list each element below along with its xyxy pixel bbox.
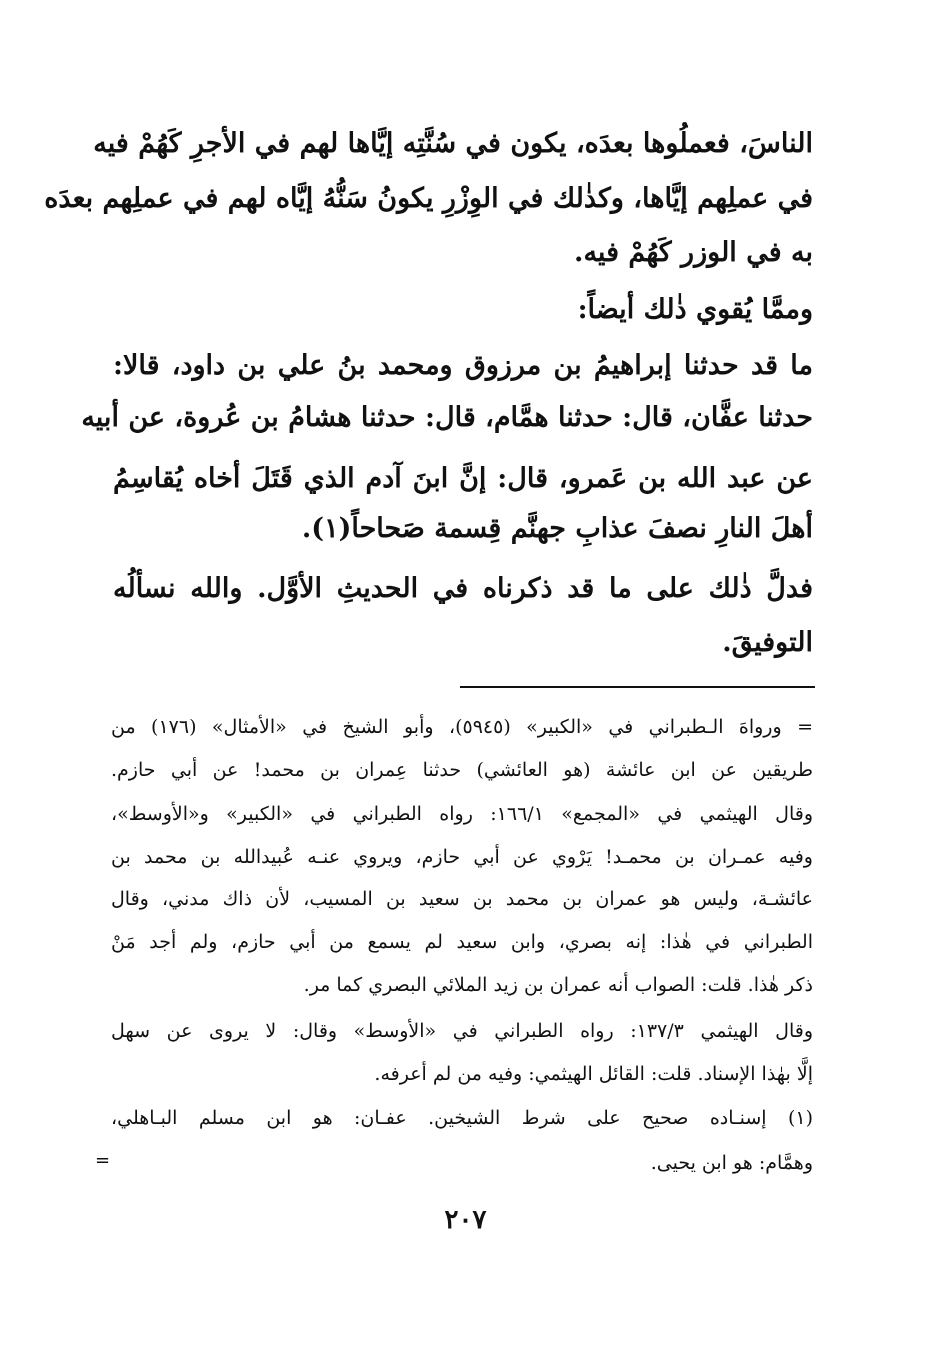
footnote-separator — [460, 686, 815, 688]
footnote-line: وقال الهيثمي ١٣٧/٣: رواه الطبراني في «الأوسط» وقال: لا يروى عن سهل — [111, 1020, 813, 1042]
footnote-line: وهمَّام: هو ابن يحيى. — [650, 1152, 813, 1174]
page-number: ٢٠٧ — [444, 1205, 487, 1235]
main-text-line: التوفيقَ. — [722, 627, 813, 658]
main-text-line: حدثنا عفَّان، قال: حدثنا همَّام، قال: حدثنا هشامُ بن عُروة، عن أبيه — [81, 402, 813, 433]
footnote-line: وفيه عمـران بن محمـد! يَرْوي عن أبي حازم، ويروي عنـه عُبيدالله بن محمد بن — [111, 846, 813, 868]
footnote-line: إلَّا بهٰذا الإسناد. قلت: القائل الهيثمي: وفيه من لم أعرفه. — [374, 1063, 813, 1085]
footnote-line: = ورواهَ الـطبراني في «الكبير» (٥٩٤٥)، وأبو الشيخ في «الأمثال» (١٧٦) من — [111, 716, 813, 738]
footnote-line: ذكر هٰذا. قلت: الصواب أنه عمران بن زيد الملائي البصري كما مر. — [303, 974, 813, 996]
footnote-line: الطبراني في هٰذا: إنه بصري، وابن سعيد لم يسمع من أبي حازم، ولم أجد مَنْ — [111, 931, 813, 953]
main-text-line: عن عبد الله بن عَمرو، قال: إنَّ ابنَ آدم الذي قَتَلَ أخاه يُقاسِمُ — [113, 463, 813, 494]
main-text-line: وممَّا يُقوي ذٰلك أيضاً: — [577, 294, 813, 325]
main-text-line: فدلَّ ذٰلك على ما قد ذكرناه في الحديثِ الأوَّل. والله نسألُه — [113, 573, 813, 604]
main-text-line: الناسَ، فعملُوها بعدَه، يكون في سُنَّتِه إيَّاها لهم في الأجرِ كَهُمْ فيه — [93, 128, 813, 159]
footnote-line: عائشـة، وليس هو عمران بن محمد بن سعيد بن المسيب، لأن ذاك مدني، وقال — [111, 888, 813, 910]
main-text-line: ما قد حدثنا إبراهيمُ بن مرزوق ومحمد بنُ علي بن داود، قالا: — [113, 350, 813, 381]
footnote-line: وقال الهيثمي في «المجمع» ١٦٦/١: رواه الطبراني في «الكبير» و«الأوسط»، — [111, 803, 813, 825]
main-text-line: به في الوزر كَهُمْ فيه. — [574, 237, 813, 268]
main-text-line: في عملِهم إيَّاها، وكذٰلك في الوِزْرِ يكونُ سَنُّهُ إيَّاه لهم في عملِهم بعدَه — [44, 183, 813, 214]
continuation-mark: = — [95, 1150, 111, 1171]
footnote-line: طريقين عن ابن عائشة (هو العائشي) حدثنا عِمران بن محمد! عن أبي حازم. — [111, 759, 813, 781]
main-text-line: أهلَ النارِ نصفَ عذابِ جهنَّم قِسمة صَحاحاً(١). — [301, 513, 813, 544]
footnote-line: (١) إسنـاده صحيح على شرط الشيخين. عفـان: هو ابن مسلم البـاهلي، — [111, 1107, 813, 1129]
